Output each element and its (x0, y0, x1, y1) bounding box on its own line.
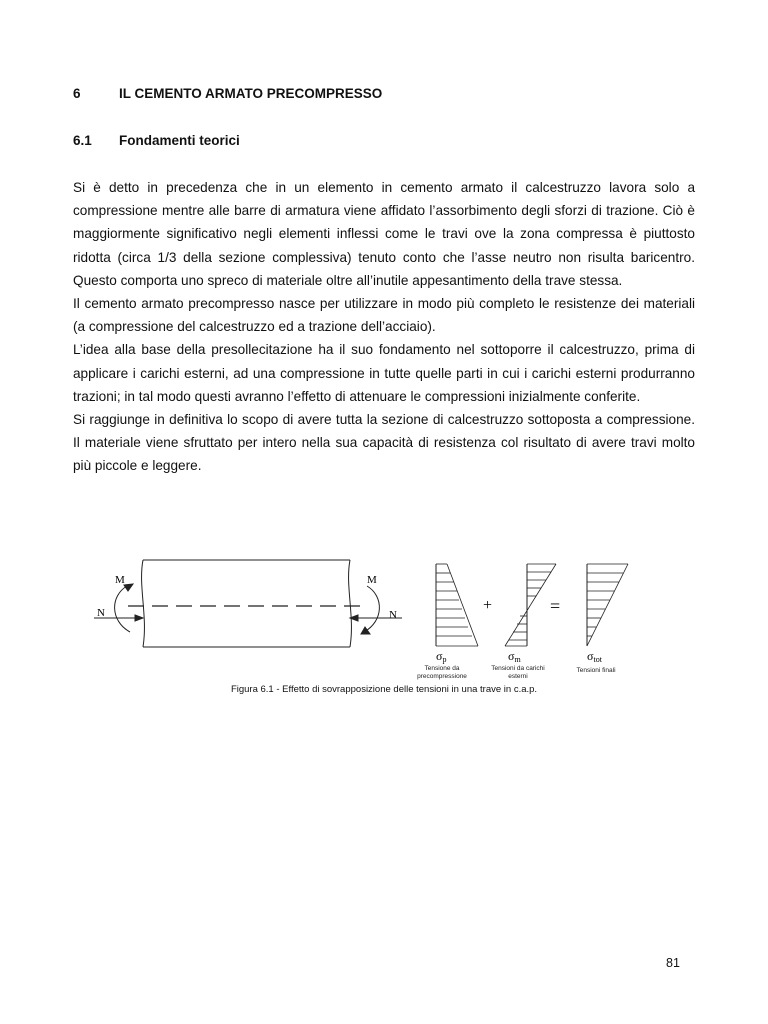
paragraph: Si raggiunge in definitiva lo scopo di avere tutta la sezione di calcestruzzo sottoposta a compressione. Il materiale viene sfruttato per intero nella sua capacità di resistenza col risultato di avere travi molto più piccole e leggere. (73, 412, 695, 474)
moment-label-right: M (367, 574, 377, 586)
subsection-number: 6.1 (73, 133, 92, 148)
body-text (73, 176, 695, 478)
sigma-m-subscript: m (514, 655, 521, 664)
section-title: IL CEMENTO ARMATO PRECOMPRESSO (119, 86, 383, 101)
plus-sign: + (483, 597, 493, 614)
section-number: 6 (73, 86, 81, 101)
subsection-title: Fondamenti teorici (119, 133, 240, 148)
sigma-tot-diagram (587, 564, 628, 646)
figure-tensioni (80, 556, 640, 686)
sigma-m-diagram (505, 564, 556, 646)
sigma-p-symbol (436, 649, 446, 664)
equals-sign: = (550, 596, 561, 616)
moment-label-left: M (115, 574, 125, 586)
sigma-tot-sigma: σ (587, 649, 594, 663)
moment-left-arrow (115, 584, 133, 632)
sigma-p-subscript: p (442, 655, 447, 664)
sigma-tot-symbol (587, 649, 603, 664)
beam (128, 560, 362, 647)
paragraph: Il cemento armato precompresso nasce per utilizzare in modo più completo le resistenze dei materiali (a compressione del calcestruzzo ed a trazione dell’acciaio). (73, 296, 695, 335)
sigma-m-symbol (508, 649, 521, 664)
sigma-p-sigma: σ (436, 649, 443, 663)
sigma-m-label: Tensioni da carichi esterni (491, 665, 545, 680)
paragraph: L’idea alla base della presollecitazione ha il suo fondamento nel sottoporre il calcestruzzo, prima di applicare i carichi esterni, ad una compressione in tutte quelle parti in cui i carichi esterni produrranno trazioni; in tal modo questi avranno l’effetto di attenuare le compressioni inizialmente conferite. (73, 342, 695, 404)
subsection-heading (73, 133, 240, 148)
figure-caption: Figura 6.1 - Effetto di sovrapposizione delle tensioni in una trave in c.a.p. (230, 684, 538, 695)
stress-diagram (80, 556, 640, 686)
beam-left-end (142, 560, 145, 647)
page-number: 81 (666, 956, 680, 970)
section-heading (73, 86, 382, 101)
sigma-tot-subscript: tot (593, 655, 602, 664)
sigma-m-sigma: σ (508, 649, 515, 663)
beam-right-end (349, 560, 352, 647)
sigma-tot-label: Tensioni finali (576, 667, 616, 674)
sigma-p-diagram (436, 564, 478, 646)
moment-right-arrow (361, 586, 379, 634)
force-label-left: N (97, 607, 105, 619)
paragraph: Si è detto in precedenza che in un elemento in cemento armato il calcestruzzo lavora solo a compressione mentre alle barre di armatura viene affidato l’assorbimento degli sforzi di trazione. Ciò è maggiormente significativo negli elementi inflessi come le travi ove la zona compressa è piuttosto ridotta (circa 1/3 della sezione complessiva) tenuto conto che l’asse neutro non risulta baricentro. Questo comporta uno spreco di materiale oltre all’inutile appesantimento della trave stessa. (73, 180, 695, 288)
force-label-right: N (389, 609, 397, 621)
sigma-p-label: Tensione da precompressione (417, 665, 467, 680)
